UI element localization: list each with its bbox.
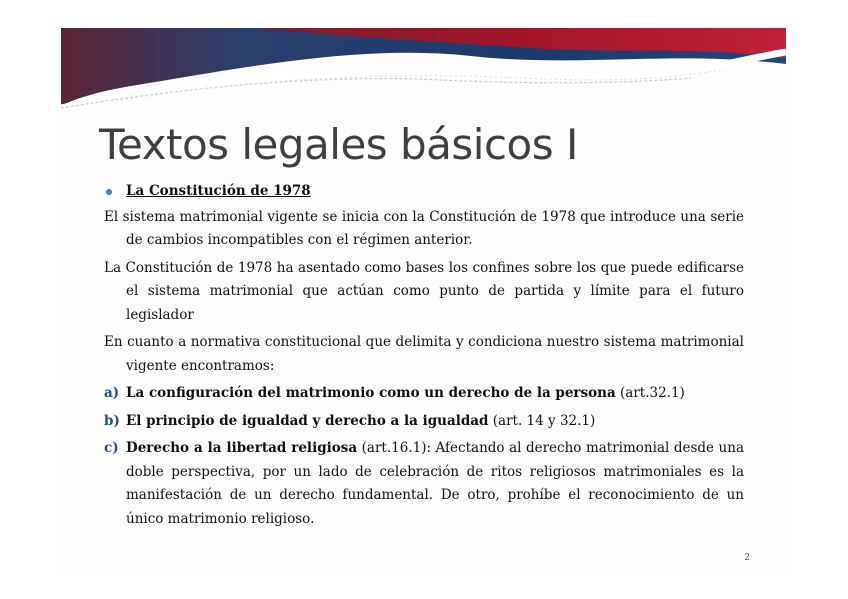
list-item-heading: Derecho a la libertad religiosa <box>126 440 358 456</box>
list-item-heading: El principio de igualdad y derecho a la igualdad <box>126 412 489 429</box>
bullet-item <box>104 180 744 204</box>
slide-title: Textos legales básicos I <box>99 120 578 169</box>
list-item-text: (art.16.1): Afectando al derecho matrimonial desde una doble perspectiva, por un lado de celebración de ritos religiosos matrimoniales es la manifestación de un derecho fundamental. De otro, prohíbe el reconocimiento de un único matrimonio religioso. <box>126 440 744 527</box>
list-item-b <box>104 410 744 434</box>
page-number: 2 <box>744 553 750 563</box>
bullet-heading: La Constitución de 1978 <box>126 183 311 199</box>
list-marker: c) <box>104 440 119 456</box>
list-item-text: (art.32.1) <box>615 385 685 401</box>
bullet-dot-icon <box>106 189 112 195</box>
list-marker: b) <box>104 412 120 429</box>
list-item-heading: La configuración del matrimonio como un derecho de la persona <box>126 385 616 401</box>
list-marker: a) <box>104 385 120 401</box>
paragraph: El sistema matrimonial vigente se inicia con la Constitución de 1978 que introduce una serie de cambios incompatibles con el régimen anterior. <box>104 208 744 248</box>
list-item-a <box>104 382 744 406</box>
list-item-text: (art. 14 y 32.1) <box>488 412 596 429</box>
slide-body <box>104 180 744 535</box>
slide <box>61 28 786 573</box>
decorative-wave-banner <box>61 28 786 113</box>
paragraph: La Constitución de 1978 ha asentado como bases los confines sobre los que puede edificarse el sistema matrimonial que actúan como punto de partida y límite para el futuro legislador <box>104 259 744 323</box>
paragraph: En cuanto a normativa constitucional que delimita y condiciona nuestro sistema matrimonial vigente encontramos: <box>104 334 744 374</box>
list-item-c <box>104 437 744 531</box>
